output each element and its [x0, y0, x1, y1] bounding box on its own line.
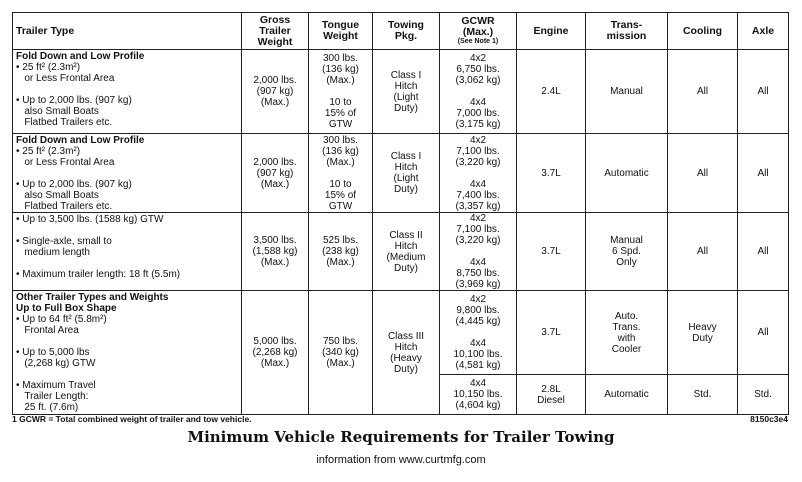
towing-pkg-cell	[373, 213, 440, 291]
trailer-type-line: • Maximum Travel	[16, 380, 96, 391]
gcwr-line: (4,604 kg)	[455, 400, 501, 411]
transmission-cell	[586, 134, 668, 213]
trailer-type-line: • 25 ft² (2.3m²)	[16, 146, 81, 157]
gcwr-line: (3,175 kg)	[455, 119, 501, 130]
header-transmission: Trans- mission	[586, 13, 668, 50]
cooling-cell	[668, 213, 738, 291]
gross-weight-cell-line: (Max.)	[260, 257, 290, 268]
gcwr-line: 6,750 lbs.	[456, 64, 500, 75]
trailer-type-line	[16, 369, 238, 380]
header-gross-weight: Gross Trailer Weight	[242, 13, 309, 50]
towing-pkg-cell-line: Class I	[390, 69, 422, 81]
towing-pkg-cell-line: Hitch	[394, 162, 418, 173]
towing-pkg-cell-line: Duty)	[394, 184, 418, 195]
transmission-cell	[586, 291, 668, 375]
tongue-weight-cell-line: 750 lbs.	[322, 336, 359, 347]
towing-pkg-cell-line: Hitch	[394, 80, 418, 92]
trailer-type-line: • Single-axle, small to	[16, 236, 112, 247]
trailer-type-cell	[13, 291, 242, 415]
header-towing-pkg: Towing Pkg.	[373, 13, 440, 50]
tongue-weight-cell-line: (Max.)	[326, 257, 355, 268]
transmission-cell-line: Cooler	[611, 343, 642, 355]
trailer-type-line: • Maximum trailer length: 18 ft (5.5m)	[16, 269, 181, 280]
footnote: 1 GCWR = Total combined weight of trailer and tow vehicle.	[12, 414, 252, 424]
tongue-weight-cell-line: 525 lbs.	[322, 235, 359, 246]
gcwr-line: 4x4	[469, 338, 487, 349]
gcwr-cell	[440, 213, 517, 291]
engine-cell: 3.7L	[517, 213, 586, 291]
source-credit: information from www.curtmfg.com	[316, 454, 486, 466]
gross-weight-cell-line: (Max.)	[260, 358, 290, 369]
cooling-cell-line: Std.	[693, 389, 712, 400]
engine-cell: 3.7L	[517, 291, 586, 375]
trailer-type-line: or Less Frontal Area	[16, 73, 115, 84]
tongue-weight-cell	[309, 213, 373, 291]
gcwr-group	[443, 213, 513, 246]
transmission-cell-line: 6 Spd.	[612, 246, 641, 257]
gross-weight-cell-line: 5,000 lbs.	[253, 336, 297, 347]
table-row	[13, 50, 789, 134]
gcwr-cell	[440, 50, 517, 134]
header-row	[13, 13, 789, 50]
towing-pkg-cell-line: Class III	[387, 330, 425, 342]
trailer-type-line: also Small Boats	[16, 190, 99, 201]
tongue-weight-cell-line: (Max.)	[326, 156, 355, 168]
towing-pkg-cell-line: Duty)	[394, 262, 418, 274]
gross-weight-cell	[242, 50, 309, 134]
gcwr-line: (3,357 kg)	[455, 200, 501, 212]
trailer-type-subtitle: Up to Full Box Shape	[16, 303, 117, 314]
header-axle: Axle	[738, 13, 789, 50]
gross-weight-cell-line: (907 kg)	[256, 86, 294, 97]
cooling-cell-line: Duty	[692, 332, 713, 344]
gross-weight-cell-line: (907 kg)	[256, 167, 294, 179]
tongue-weight-cell	[309, 291, 373, 415]
gcwr-group	[443, 338, 513, 371]
tongue-weight-cell	[309, 50, 373, 134]
transmission-cell-line: Trans.	[612, 321, 641, 333]
gross-weight-cell-line: 3,500 lbs.	[253, 235, 297, 246]
trailer-type-cell	[13, 213, 242, 291]
tongue-weight-cell-line: 10 to	[329, 178, 352, 190]
gross-weight-cell-line: (1,588 kg)	[252, 246, 298, 257]
trailer-type-line	[16, 84, 238, 95]
trailer-type-line: (2,268 kg) GTW	[16, 358, 96, 369]
engine-cell	[517, 375, 586, 415]
cooling-cell-line: All	[696, 167, 709, 179]
gcwr-cell	[440, 291, 517, 375]
towing-pkg-cell	[373, 134, 440, 213]
cooling-cell-line: All	[696, 86, 709, 97]
gcwr-line: 4x4	[469, 378, 487, 389]
trailer-type-line	[16, 336, 238, 347]
cooling-cell	[668, 375, 738, 415]
gcwr-line: (3,220 kg)	[455, 156, 501, 168]
gcwr-group	[443, 179, 513, 212]
trailer-type-cell	[13, 134, 242, 213]
gcwr-line: (4,445 kg)	[455, 316, 501, 327]
engine-cell-line: 2.8L	[541, 383, 561, 395]
towing-pkg-cell-line: Duty)	[394, 363, 418, 375]
gcwr-line: 4x2	[469, 294, 487, 305]
gcwr-line: 10,150 lbs.	[453, 389, 503, 400]
table-body	[13, 50, 789, 415]
gcwr-line: 7,100 lbs.	[456, 145, 500, 157]
trailer-type-line: • Up to 2,000 lbs. (907 kg)	[16, 95, 132, 106]
table-row	[13, 291, 789, 375]
engine-cell-line: Diesel	[537, 394, 565, 406]
tongue-weight-cell-line: (136 kg)	[322, 64, 359, 75]
transmission-cell-line: Only	[616, 257, 637, 268]
transmission-cell	[586, 213, 668, 291]
tongue-weight-cell-line: 15% of	[324, 189, 357, 201]
gcwr-group	[443, 294, 513, 327]
tongue-weight-cell-line: 300 lbs.	[322, 53, 359, 64]
gcwr-line: 4x4	[469, 97, 487, 108]
trailer-towing-table	[12, 12, 789, 415]
header-gcwr: GCWR (Max.) (See Note 1)	[440, 13, 517, 50]
gross-weight-cell-line: 2,000 lbs.	[253, 156, 297, 168]
axle-cell: All	[738, 291, 789, 375]
gcwr-line: 4x4	[469, 178, 487, 190]
gross-weight-cell	[242, 213, 309, 291]
trailer-type-line	[16, 168, 238, 179]
tongue-weight-cell-line: GTW	[328, 200, 353, 212]
tongue-weight-cell-line	[312, 86, 369, 97]
trailer-type-line: Flatbed Trailers etc.	[16, 201, 113, 212]
transmission-cell	[586, 50, 668, 134]
towing-pkg-cell	[373, 50, 440, 134]
gcwr-line: 8,750 lbs.	[456, 268, 500, 279]
tongue-weight-cell-line: (136 kg)	[322, 145, 359, 157]
gross-weight-cell-line: (Max.)	[260, 97, 290, 108]
header-gcwr-note: (See Note 1)	[457, 38, 499, 45]
trailer-type-line	[16, 258, 238, 269]
gcwr-line: 9,800 lbs.	[456, 305, 500, 316]
cooling-cell-line: Heavy	[688, 321, 717, 333]
gross-weight-cell	[242, 291, 309, 415]
header-engine: Engine	[517, 13, 586, 50]
axle-cell: Std.	[738, 375, 789, 415]
trailer-type-line: • 25 ft² (2.3m²)	[16, 62, 81, 73]
header-tongue-weight: Tongue Weight	[309, 13, 373, 50]
transmission-cell	[586, 375, 668, 415]
trailer-type-line: 25 ft. (7.6m)	[16, 402, 79, 413]
towing-pkg-cell-line: Hitch	[394, 341, 418, 353]
towing-pkg-cell-line: (Light	[393, 91, 419, 103]
gcwr-line: (3,220 kg)	[455, 235, 501, 246]
gcwr-line: (4,581 kg)	[455, 360, 501, 371]
gcwr-line: (3,969 kg)	[455, 279, 501, 290]
tongue-weight-cell	[309, 134, 373, 213]
gcwr-group	[443, 53, 513, 86]
transmission-cell-line: Automatic	[604, 389, 649, 400]
trailer-type-line: • Up to 64 ft² (5.8m²)	[16, 314, 107, 325]
transmission-cell-line: Manual	[610, 86, 643, 97]
trailer-type-line: • Up to 5,000 lbs	[16, 347, 90, 358]
towing-pkg-cell-line: Duty)	[394, 102, 418, 114]
towing-pkg-cell	[373, 291, 440, 415]
gcwr-group	[443, 97, 513, 130]
axle-cell: All	[738, 213, 789, 291]
gcwr-cell	[440, 134, 517, 213]
transmission-cell-line: Manual	[610, 235, 643, 246]
header-cooling: Cooling	[668, 13, 738, 50]
gcwr-line: 7,000 lbs.	[456, 108, 500, 119]
axle-cell: All	[738, 134, 789, 213]
header-trailer-type: Trailer Type	[13, 13, 242, 50]
gross-weight-cell-line: 2,000 lbs.	[253, 75, 297, 86]
axle-cell: All	[738, 50, 789, 134]
gcwr-group	[443, 257, 513, 290]
gcwr-line: 4x2	[469, 53, 487, 64]
trailer-type-line: Frontal Area	[16, 325, 79, 336]
trailer-type-cell	[13, 50, 242, 134]
gcwr-line: 7,400 lbs.	[456, 189, 500, 201]
towing-pkg-cell-line: Class I	[390, 151, 422, 162]
caption-title: Minimum Vehicle Requirements for Trailer Towing	[187, 428, 615, 446]
towing-pkg-cell-line: (Light	[393, 173, 419, 184]
gcwr-line: (3,062 kg)	[455, 75, 501, 86]
cooling-cell-line: All	[696, 246, 709, 257]
tongue-weight-cell-line: (340 kg)	[322, 347, 359, 358]
tongue-weight-cell-line	[312, 168, 369, 179]
gross-weight-cell	[242, 134, 309, 213]
trailer-type-title: Fold Down and Low Profile	[16, 135, 145, 146]
gcwr-line: 7,100 lbs.	[456, 224, 500, 235]
footnote-bar	[12, 414, 788, 424]
trailer-type-title: Fold Down and Low Profile	[16, 51, 145, 62]
trailer-type-line: Trailer Length:	[16, 391, 89, 402]
trailer-type-line: Flatbed Trailers etc.	[16, 117, 113, 128]
trailer-towing-table-container	[12, 12, 788, 415]
trailer-type-title: Other Trailer Types and Weights	[16, 292, 169, 303]
gross-weight-cell-line: (2,268 kg)	[252, 347, 298, 358]
gross-weight-cell-line: (Max.)	[260, 178, 290, 190]
tongue-weight-cell-line: 300 lbs.	[322, 134, 359, 146]
table-row	[13, 134, 789, 213]
gcwr-group	[443, 378, 513, 411]
towing-pkg-cell-line: (Medium	[386, 251, 426, 263]
trailer-type-line: or Less Frontal Area	[16, 157, 115, 168]
towing-pkg-cell-line: Hitch	[394, 240, 418, 252]
tongue-weight-cell-line: GTW	[328, 119, 353, 130]
tongue-weight-cell-line: (Max.)	[326, 358, 355, 369]
trailer-type-line: • Up to 2,000 lbs. (907 kg)	[16, 179, 132, 190]
transmission-cell-line: with	[617, 332, 636, 344]
gcwr-line: 4x2	[469, 134, 487, 146]
cooling-cell	[668, 50, 738, 134]
cooling-cell	[668, 291, 738, 375]
trailer-type-line: • Up to 3,500 lbs. (1588 kg) GTW	[16, 214, 164, 225]
tongue-weight-cell-line: 15% of	[324, 108, 357, 119]
trailer-type-line	[16, 225, 238, 236]
tongue-weight-cell-line: (238 kg)	[322, 246, 359, 257]
engine-cell: 2.4L	[517, 50, 586, 134]
towing-pkg-cell-line: Class II	[389, 229, 423, 241]
cooling-cell	[668, 134, 738, 213]
gcwr-cell	[440, 375, 517, 415]
transmission-cell-line: Auto.	[614, 310, 639, 322]
gcwr-line: 4x4	[469, 257, 487, 268]
gcwr-group	[443, 135, 513, 168]
tongue-weight-cell-line: (Max.)	[326, 75, 355, 86]
gcwr-line: 4x2	[469, 213, 487, 224]
table-row	[13, 213, 789, 291]
tongue-weight-cell-line: 10 to	[329, 97, 352, 108]
transmission-cell-line: Automatic	[604, 167, 649, 179]
gcwr-line: 10,100 lbs.	[453, 349, 503, 360]
towing-pkg-cell-line: (Heavy	[390, 352, 422, 364]
figure-code: 8150c3e4	[750, 414, 788, 424]
engine-cell: 3.7L	[517, 134, 586, 213]
trailer-type-line: medium length	[16, 247, 90, 258]
trailer-type-line: also Small Boats	[16, 106, 99, 117]
